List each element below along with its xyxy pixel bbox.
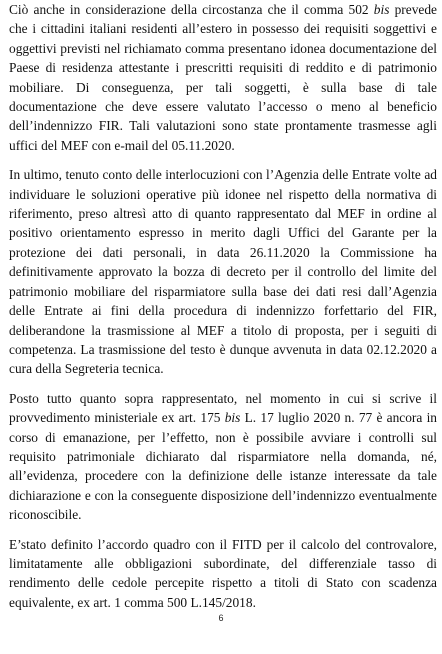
paragraph-3: [9, 389, 437, 525]
text-run-italic: bis: [373, 2, 390, 17]
paragraph-2: [9, 165, 437, 378]
text-run-italic: bis: [224, 410, 241, 426]
text-run: In ultimo, tenuto conto delle interlocuzioni con l’Agenzia delle Entrate volte ad individuare le soluzioni operative più idonee nel rispetto della normativa di riferimento, preso altresì atto di quanto rappresentato dal MEF in ordine al positivo orientamento espresso in merito dagli Uffici del Garante per la protezione dei dati personali, in data 26.11.2020 la Commissione ha definitivamente approvato la bozza di decreto per il controllo del limite del patrimonio mobiliare del risparmiatore sulla base dei dati resi dall’Agenzia delle Entrate ai fini della procedura di indennizzo forfettario del FIR, deliberandone la trasmissione al MEF a titolo di proposta, per i seguiti di competenza. La trasmissione del testo è dunque avvenuta in data 02.12.2020 a cura della Segreteria tecnica.: [9, 167, 437, 377]
text-run: prevede che i cittadini italiani residenti all’estero in possesso dei requisiti soggettivi e oggettivi previsti nel richiamato comma presentano idonea documentazione del Paese di residenza attestante i prescritti requisiti di reddito e di patrimonio mobiliare. Di conseguenza, per tali soggetti, è sulla base di tale documentazione che deve essere valutato l’accesso o meno al beneficio dell’indennizzo FIR. Tali valutazioni sono state prontamente trasmesse agli uffici del MEF con e-mail del 05.11.2020.: [9, 2, 437, 153]
page-number: 6: [218, 613, 224, 623]
text-run: Posto tutto quanto sopra rappresentato, nel momento in cui si scrive il provvedimento ministeriale ex art. 175: [9, 390, 437, 426]
text-run: L. 17 luglio 2020 n. 77 è ancora in corso di emanazione, per l’effetto, non è possibile avviare i controlli sul requisito patrimoniale dichiarato dal risparmiatore nella domanda, né, all’evidenza, procedere con la definizione delle istanze interessate da tale dichiarazione e con la conseguente disposizione dell’indennizzo eventualmente riconoscibile.: [9, 410, 437, 523]
paragraph-1: [9, 0, 437, 155]
paragraph-4: [9, 535, 437, 613]
text-run: Ciò anche in considerazione della circostanza che il comma 502: [9, 2, 374, 17]
document-body: [9, 0, 437, 612]
text-run: E’stato definito l’accordo quadro con il FITD per il calcolo del controvalore, limitatamente alle obbligazioni subordinate, del differenziale tasso di rendimento delle cedole percepite rispetto a titoli di Stato con scadenza equivalente, ex art. 1 comma 500 L.145/2018.: [9, 536, 437, 610]
